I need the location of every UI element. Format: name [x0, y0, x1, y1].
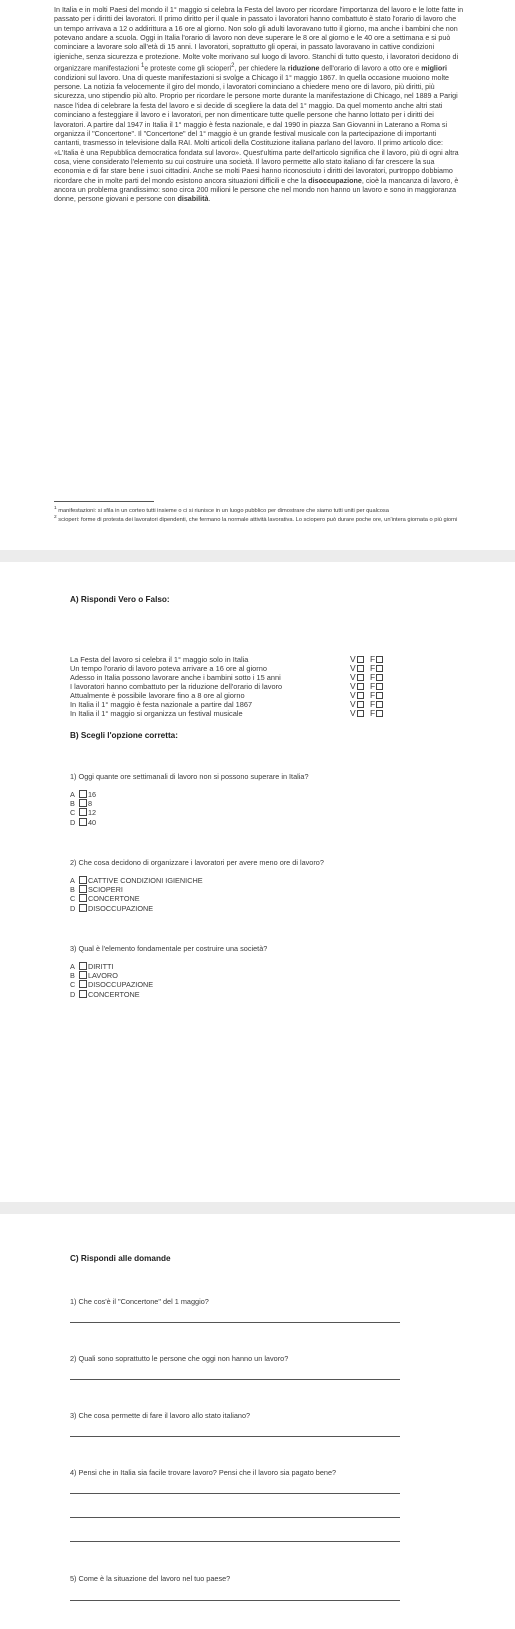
option-text: CONCERTONE: [88, 894, 140, 904]
page-1: [0, 0, 515, 550]
option-text: CONCERTONE: [88, 989, 140, 999]
choice-option[interactable]: [70, 876, 203, 885]
choice-option[interactable]: [70, 971, 153, 980]
vero-label: V: [350, 672, 356, 682]
answer-line[interactable]: [70, 1379, 400, 1380]
option-letter: D: [70, 989, 76, 999]
falso-label: F: [370, 672, 376, 682]
option-checkbox[interactable]: [79, 894, 87, 902]
checkbox-square[interactable]: [357, 683, 364, 690]
tf-row: [70, 709, 450, 718]
tf-statement: Adesso in Italia possono lavorare anche i bambini sotto i 15 anni: [70, 673, 281, 682]
checkbox-square[interactable]: [376, 656, 383, 663]
choice-question-2: 2) Che cosa decidono di organizzare i lavoratori per avere meno ore di lavoro?: [70, 858, 324, 867]
answer-line[interactable]: [70, 1517, 400, 1518]
choice-question-1: 1) Oggi quante ore settimanali di lavoro non si possono superare in Italia?: [70, 772, 309, 781]
choice-option[interactable]: [70, 885, 203, 894]
choice-option[interactable]: [70, 808, 96, 817]
checkbox-square[interactable]: [357, 710, 364, 717]
tf-row: [70, 691, 450, 700]
vero-label: V: [350, 663, 356, 673]
vero-checkbox[interactable]: [350, 709, 364, 718]
option-letter: C: [70, 808, 76, 818]
option-text: DISOCCUPAZIONE: [88, 903, 154, 913]
checkbox-square[interactable]: [357, 701, 364, 708]
choice-option[interactable]: [70, 962, 153, 971]
option-text: LAVORO: [88, 971, 118, 981]
falso-label: F: [370, 654, 376, 664]
footnote-separator: [54, 501, 154, 502]
open-question-5: 5) Come è la situazione del lavoro nel tuo paese?: [70, 1574, 231, 1583]
answer-line[interactable]: [70, 1436, 400, 1437]
option-checkbox[interactable]: [79, 790, 87, 798]
option-text: DISOCCUPAZIONE: [88, 980, 154, 990]
tf-statement: Un tempo l'orario di lavoro poteva arrivare a 16 ore al giorno: [70, 664, 267, 673]
checkbox-square[interactable]: [376, 674, 383, 681]
tf-statement: Attualmente è possibile lavorare fino a 8 ore al giorno: [70, 691, 245, 700]
choice-options-1: [70, 790, 96, 827]
falso-label: F: [370, 690, 376, 700]
checkbox-square[interactable]: [376, 665, 383, 672]
checkbox-square[interactable]: [376, 692, 383, 699]
true-false-list: [70, 655, 450, 718]
tf-row: [70, 673, 450, 682]
section-a-title: A) Rispondi Vero o Falso:: [70, 595, 170, 604]
checkbox-square[interactable]: [357, 656, 364, 663]
option-letter: C: [70, 894, 76, 904]
falso-label: F: [370, 681, 376, 691]
answer-line[interactable]: [70, 1541, 400, 1542]
option-letter: A: [70, 790, 75, 799]
choice-option[interactable]: [70, 799, 96, 808]
checkbox-square[interactable]: [357, 674, 364, 681]
option-checkbox[interactable]: [79, 808, 87, 816]
option-letter: A: [70, 962, 75, 971]
answer-line[interactable]: [70, 1600, 400, 1601]
reading-text: In Italia e in molti Paesi del mondo il 1° maggio si celebra la Festa del lavoro per ricordare l'importanza del lavoro e le lotte fatte in passato per i diritti dei lavoratori. Il primo diritto per il quale in passato i lavoratori hanno combattuto è stato l'orario di lavoro che un tempo arrivava a 12 o addirittura a 16 ore al giorno. Non solo gli adulti lavoravano tutto il giorno, ma anche i bambini che non potevano andare a scuola. Oggi in Italia l'orario di lavoro non deve superare le 8 ore al giorno e le 40 ore a settimana e si può cominciare a lavorare solo all'età di 15 anni. I lavoratori, soprattutto gli operai, in passato lavoravano in cattive condizioni igieniche, senza sicurezza e protezione. Molte volte morivano sul luogo di lavoro. Stanchi di tutto questo, i lavoratori decidono di organizzare manifestazioni $^1$e proteste come gli scioperi$^2$, per chiedere la riduzione dell'orario di lavoro a otto ore e migliori condizioni sul lavoro. Una di queste manifestazioni si svolge a Chicago il 1° maggio 1867. In quella occasione muoiono molte persone. La notizia fa velocemente il giro del mondo, i lavoratori cominciano a chiedere meno ore di lavoro, più diritti, più sicurezza, uno stipendio più alto. Proprio per ricordare le persone morte durante la manifestazione di Chicago, nel 1889 a Parigi nasce l'idea di celebrare la festa del lavoro e si decide di scegliere la data del 1° maggio. Da quel momento anche altri stati cominciano a festeggiare il lavoro e i lavoratori, per non dimenticare tutte quelle persone che hanno lottato per i diritti dei lavoratori. A partire dal 1947 in Italia il 1° maggio è festa nazionale, e dal 1990 in piazza San Giovanni in Laterano a Roma si organizza il "Concertone". Il "Concertone" del 1° maggio è un grande festival musicale con la partecipazione di importanti cantanti, trasmesso in televisione dalla RAI. Molti articoli della Costituzione italiana parlano del lavoro. Il primo articolo dice: «L'Italia è una Repubblica democratica fondata sul lavoro». Quest'ultima parte dell'articolo significa che il lavoro, più di ogni altra cosa, viene considerato l'elemento su cui costruire una società. Il lavoro permette allo stato italiano di far crescere la sua economia e di far stare bene i suoi cittadini. Anche se molti Paesi hanno riconosciuto i diritti dei lavoratori, purtroppo dobbiamo ricordare che in molte parti del mondo esistono ancora situazioni difficili e che la disoccupazione, cioè la mancanza di lavoro, è ancora un problema grandissimo: sono circa 200 milioni le persone che nel mondo non hanno un lavoro e sono in maggioranza donne, persone giovani e persone con disabilità.: [54, 6, 464, 204]
page-3: [0, 1214, 515, 1629]
choice-options-2: [70, 876, 203, 913]
option-checkbox[interactable]: [79, 818, 87, 826]
option-letter: B: [70, 885, 75, 895]
option-checkbox[interactable]: [79, 962, 87, 970]
choice-question-3: 3) Qual è l'elemento fondamentale per costruire una società?: [70, 944, 268, 953]
vero-label: V: [350, 708, 356, 718]
checkbox-square[interactable]: [376, 683, 383, 690]
tf-row: [70, 682, 450, 691]
option-letter: D: [70, 903, 76, 913]
open-question-2: 2) Quali sono soprattutto le persone che oggi non hanno un lavoro?: [70, 1354, 289, 1363]
tf-statement: In Italia il 1° maggio è festa nazionale a partire dal 1867: [70, 700, 253, 709]
vero-label: V: [350, 654, 356, 664]
option-letter: A: [70, 876, 75, 885]
footnote-1: $^1$ manifestazioni: si sfila in un corteo tutti insieme o ci si riunisce in un luogo pubblico per dimostrare che siamo tutti uniti per qualcosa: [54, 506, 389, 514]
option-text: 40: [88, 817, 97, 827]
option-letter: B: [70, 971, 75, 981]
tf-row: [70, 655, 450, 664]
checkbox-square[interactable]: [357, 665, 364, 672]
open-question-4: 4) Pensi che in Italia sia facile trovare lavoro? Pensi che il lavoro sia pagato bene?: [70, 1468, 337, 1477]
checkbox-square[interactable]: [376, 701, 383, 708]
falso-checkbox[interactable]: [370, 709, 383, 718]
tf-statement: I lavoratori hanno combattuto per la riduzione dell'orario di lavoro: [70, 682, 283, 691]
vero-label: V: [350, 690, 356, 700]
option-text: DIRITTI: [88, 962, 114, 971]
option-text: CATTIVE CONDIZIONI IGIENICHE: [88, 876, 203, 885]
falso-label: F: [370, 663, 376, 673]
tf-row: [70, 664, 450, 673]
checkbox-square[interactable]: [376, 710, 383, 717]
tf-row: [70, 700, 450, 709]
choice-option[interactable]: [70, 894, 203, 903]
option-text: 12: [88, 808, 97, 818]
option-letter: D: [70, 817, 76, 827]
option-checkbox[interactable]: [79, 971, 87, 979]
option-checkbox[interactable]: [79, 990, 87, 998]
section-b-title: B) Scegli l'opzione corretta:: [70, 731, 178, 740]
option-checkbox[interactable]: [79, 980, 87, 988]
choice-options-3: [70, 962, 153, 999]
footnote-2: $^2$ scioperi: forme di protesta dei lavoratori dipendenti, che fermano la normale attività lavorativa. Lo sciopero può durare poche ore, un'intera giornata o più giorni: [54, 514, 458, 523]
option-text: 8: [88, 799, 93, 809]
answer-line[interactable]: [70, 1493, 400, 1494]
option-checkbox[interactable]: [79, 885, 87, 893]
footnotes: [54, 506, 464, 523]
tf-statement: La Festa del lavoro si celebra il 1° maggio solo in Italia: [70, 655, 249, 664]
answer-line[interactable]: [70, 1322, 400, 1323]
option-checkbox[interactable]: [79, 799, 87, 807]
vero-label: V: [350, 699, 356, 709]
open-question-1: 1) Che cos'è il "Concertone" del 1 maggio?: [70, 1297, 209, 1306]
option-text: 16: [88, 790, 97, 799]
option-letter: C: [70, 980, 76, 990]
choice-option[interactable]: [70, 904, 203, 913]
checkbox-square[interactable]: [357, 692, 364, 699]
falso-label: F: [370, 708, 376, 718]
choice-option[interactable]: [70, 790, 96, 799]
open-question-3: 3) Che cosa permette di fare il lavoro allo stato italiano?: [70, 1411, 251, 1420]
section-c-title: C) Rispondi alle domande: [70, 1254, 171, 1263]
choice-option[interactable]: [70, 980, 153, 989]
vero-label: V: [350, 681, 356, 691]
option-checkbox[interactable]: [79, 904, 87, 912]
option-text: SCIOPERI: [88, 885, 123, 895]
tf-statement: In Italia il 1° maggio si organizza un festival musicale: [70, 709, 243, 718]
falso-label: F: [370, 699, 376, 709]
choice-option[interactable]: [70, 818, 96, 827]
option-letter: B: [70, 799, 75, 809]
choice-option[interactable]: [70, 990, 153, 999]
option-checkbox[interactable]: [79, 876, 87, 884]
